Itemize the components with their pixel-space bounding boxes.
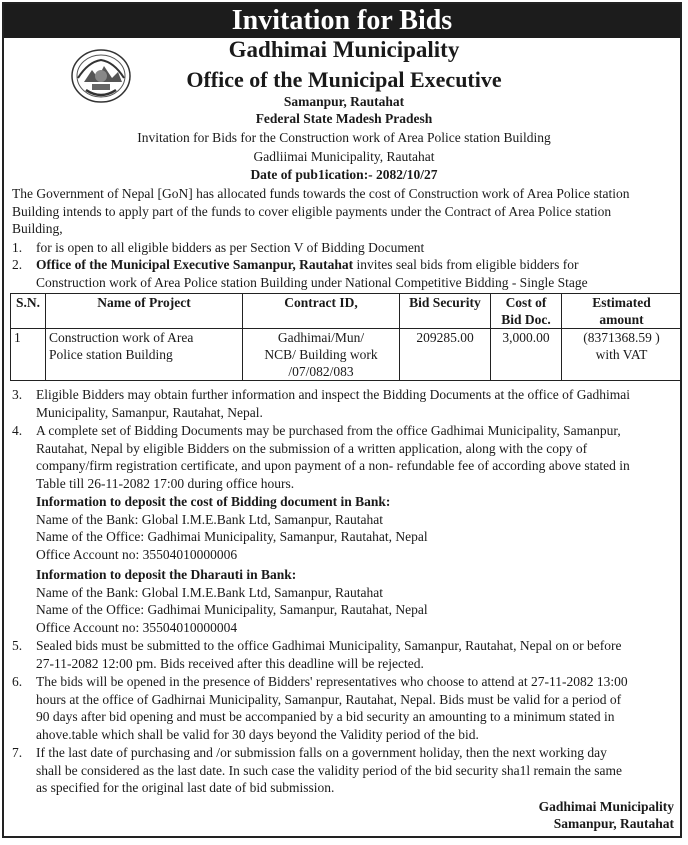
item-number: 5. (12, 638, 23, 653)
item-text: hours at the office of Gadhirnai Municipality, Samanpur, Rautahat, Nepal. Bids must be valid for a period of (36, 691, 622, 707)
cell-contract: Gadhimai/Mun/ NCB/ Building work /07/082/083 (243, 329, 400, 381)
bank-doc-section (36, 493, 676, 563)
item-text: A complete set of Bidding Documents may be purchased from the office Gadhimai Municipality, Samanpur, (36, 423, 621, 438)
item-number: 1. (12, 240, 23, 255)
bid-table (10, 293, 682, 381)
intro-line: Building intends to apply part of the funds to cover eligible payments under the Contract of Area Police station (12, 203, 612, 219)
item-number: 7. (12, 745, 23, 760)
cell-sn: 1 (11, 329, 46, 381)
item-text: as specified for the original last date of bid submission. (36, 780, 335, 796)
municipality-name: Gadhimai Municipality (228, 37, 460, 62)
bank-doc-title: Information to deposit the cost of Bidding document in Bank: (36, 494, 391, 509)
item-number: 4. (12, 423, 23, 438)
bank-dharauti-bank: Name of the Bank: Global I.M.E.Bank Ltd, Samanpur, Rautahat (36, 584, 384, 600)
item-text: for is open to all eligible bidders as per Section V of Bidding Document (36, 240, 425, 255)
signature-line-2: Samanpur, Rautahat (553, 816, 674, 831)
item-text: If the last date of purchasing and /or submission falls on a government holiday, then the next working day (36, 745, 607, 760)
item-text: Eligible Bidders may obtain further information and inspect the Bidding Documents at the office of Gadhimai (36, 387, 630, 402)
bank-doc-office: Name of the Office: Gadhimai Municipality, Samanpur, Rautahat, Nepal (36, 529, 428, 545)
intro-paragraph (12, 185, 676, 238)
intro-line: The Government of Nepal [GoN] has allocated funds towards the cost of Construction work of Area Police station (12, 186, 630, 201)
bank-dharauti-title: Information to deposit the Dharauti in Bank: (36, 567, 297, 582)
item-text: invites seal bids from eligible bidders for (353, 257, 579, 272)
signature-block (539, 798, 674, 832)
intro-line: Building, (12, 221, 63, 237)
col-estimated: Estimated amount (562, 294, 682, 329)
item-text: ahove.table which shall be valid for 30 days beyond the Validity period of the bid. (36, 726, 479, 742)
table-row (11, 329, 682, 381)
bank-doc-bank: Name of the Bank: Global I.M.E.Bank Ltd, Samanpur, Rautahat (36, 511, 384, 527)
bank-dharauti-account: Office Account no: 35504010000004 (36, 619, 238, 635)
item-text: Rautahat, Nepal by eligible Bidders on the submission of a written application, along with the copy of (36, 440, 588, 456)
office-name: Office of the Municipal Executive (186, 67, 502, 92)
cell-project: Construction work of Area Police station Building (46, 329, 243, 381)
subject-location: Gadliimai Municipality, Rautahat (253, 149, 435, 164)
item-text: Table till 26-11-2082 17:00 during office hours. (36, 475, 295, 491)
item-bold-lead: Office of the Municipal Executive Samanpur, Rautahat (36, 257, 354, 272)
publication-date: Date of pub1ication:- 2082/10/27 (250, 167, 438, 182)
signature-line-1: Gadhimai Municipality (538, 799, 674, 814)
col-project: Name of Project (46, 294, 243, 329)
col-bid-security: Bid Security (400, 294, 491, 329)
cell-bid-security: 209285.00 (400, 329, 491, 381)
bank-dharauti-section (36, 566, 676, 636)
item-text: Construction work of Area Police station Building under National Competitive Bidding - Single Stage (36, 274, 588, 290)
cell-cost-doc: 3,000.00 (491, 329, 562, 381)
address-line-1: Samanpur, Rautahat (283, 94, 405, 109)
banner-title: Invitation for Bids (4, 4, 680, 38)
col-sn: S.N. (11, 294, 46, 329)
item-text: company/firm registration certificate, and upon payment of a non- refundable fee of according above stated in (36, 458, 630, 474)
col-cost-doc: Cost of Bid Doc. (491, 294, 562, 329)
item-text: 90 days after bid opening and must be accompanied by a bid security an amounting to a minimum stated in (36, 709, 615, 725)
item-text: Municipality, Samanpur, Rautahat, Nepal. (36, 404, 263, 420)
item-number: 6. (12, 674, 23, 689)
item-text: Sealed bids must be submitted to the office Gadhimai Municipality, Samanpur, Rautahat, Nepal on or before (36, 638, 622, 653)
cell-estimated: (8371368.59 ) with VAT (562, 329, 682, 381)
item-number: 2. (12, 257, 23, 272)
item-text: shall be considered as the last date. In such case the validity period of the bid security sha1l remain the same (36, 762, 622, 778)
address-line-2: Federal State Madesh Pradesh (255, 111, 433, 126)
subject-line: Invitation for Bids for the Construction work of Area Police station Building (137, 130, 551, 145)
item-text: The bids will be opened in the presence of Bidders' representatives who choose to attend at 27-11-2082 13:00 (36, 674, 628, 689)
table-header-row (11, 294, 682, 329)
bank-doc-account: Office Account no: 35504010000006 (36, 546, 238, 562)
bank-dharauti-office: Name of the Office: Gadhimai Municipality, Samanpur, Rautahat, Nepal (36, 602, 428, 618)
item-number: 3. (12, 387, 23, 402)
col-contract: Contract ID, (243, 294, 400, 329)
item-text: 27-11-2082 12:00 pm. Bids received after this deadline will be rejected. (36, 655, 424, 671)
